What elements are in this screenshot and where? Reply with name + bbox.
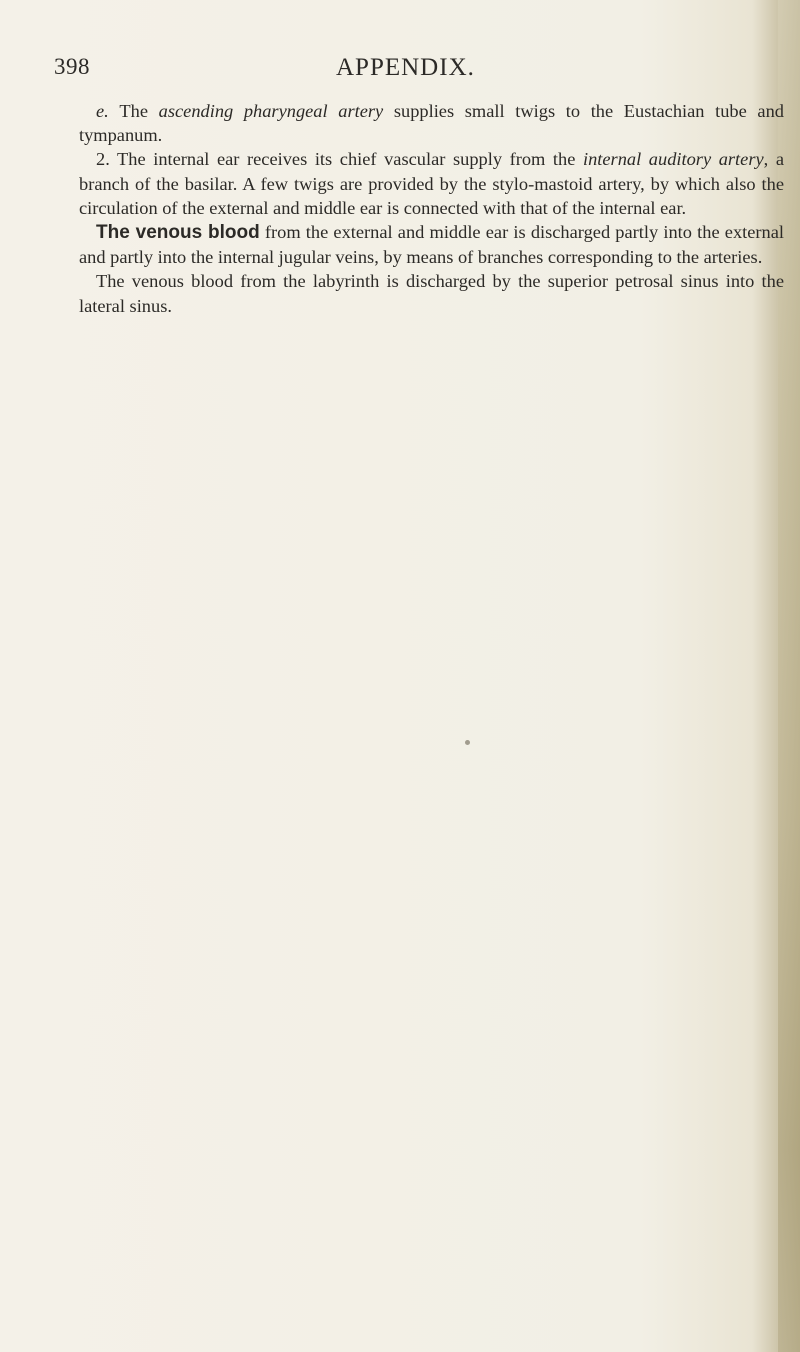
body-text <box>79 99 784 318</box>
paragraph-venous-blood-labyrinth <box>79 269 784 317</box>
running-head: APPENDIX. <box>336 54 475 81</box>
page-number: 398 <box>54 54 90 79</box>
text-span: The <box>119 101 159 121</box>
text-span: , a branch of the basilar. A few twigs are provided by the stylo-mastoid artery, by which also the circulation of the external and middle ear is connected with that of the internal ear. <box>79 149 784 218</box>
paragraph-venous-blood-external <box>79 220 784 269</box>
page-header <box>54 54 754 90</box>
paragraph-internal-ear-supply <box>79 147 784 220</box>
text-span: supplies small twigs to the Eustachian tube and tympanum. <box>79 101 784 146</box>
heading-venous-blood: The venous blood <box>96 222 260 244</box>
item-letter: e. <box>96 101 120 121</box>
paragraph-pharyngeal-artery <box>79 99 784 147</box>
term-ascending-pharyngeal-artery: ascending pharyngeal artery <box>158 101 384 121</box>
text-span: from the external and middle ear is discharged partly into the external and partly into the internal jugular veins, by means of branches corresponding to the arteries. <box>79 222 784 268</box>
text-span: 2. The internal ear receives its chief vascular supply from the <box>96 149 583 170</box>
text-span: The venous blood from the labyrinth is discharged by the superior petrosal sinus into the lateral sinus. <box>79 271 784 316</box>
term-internal-auditory-artery: internal auditory artery <box>582 149 764 170</box>
ink-speck <box>465 740 470 745</box>
